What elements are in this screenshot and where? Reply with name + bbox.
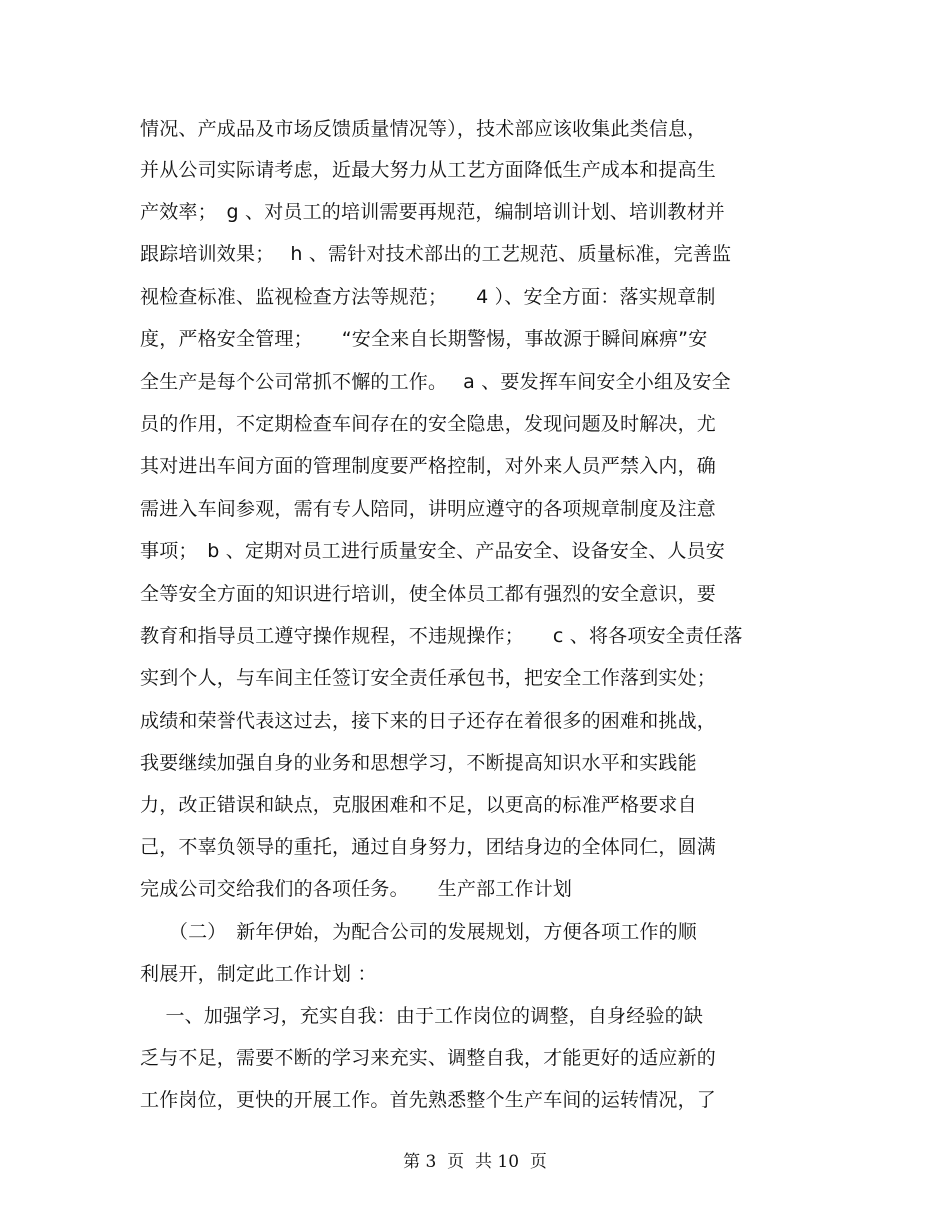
text-line: 跟踪培训效果； h 、需针对技术部出的工艺规范、质量标准，完善监 [140,243,732,265]
text-line: 成绩和荣誉代表这过去，接下来的日子还存在着很多的困难和挑战， [140,710,717,732]
text-line: 乏与不足，需要不断的学习来充实、调整自我，才能更好的适应新的 [140,1047,717,1069]
text-line: 员的作用，不定期检查车间存在的安全隐患，发现问题及时解决，尤 [140,413,717,435]
text-line: 我要继续加强自身的业务和思想学习，不断提高知识水平和实践能 [140,752,697,774]
text-line: 视检查标准、监视检查方法等规范； 4 ）、安全方面：落实规章制 [140,286,716,308]
text-line: 完成公司交给我们的各项任务。 生产部工作计划 [140,878,573,900]
text-line: 度，严格安全管理； “安全来自长期警惕，事故源于瞬间麻痹”安 [140,328,708,350]
text-line: 己，不辜负领导的重托，通过自身努力，团结身边的全体同仁，圆满 [140,836,717,858]
text-line: 工作岗位，更快的开展工作。首先熟悉整个生产车间的运转情况，了 [140,1089,717,1111]
text-line: 全等安全方面的知识进行培训，使全体员工都有强烈的安全意识，要 [140,583,717,605]
text-line: 一、加强学习，充实自我：由于工作岗位的调整，自身经验的缺 [140,1005,704,1027]
text-line: 需进入车间参观，需有专人陪同，讲明应遵守的各项规章制度及注意 [140,498,717,520]
text-line: 实到个人，与车间主任签订安全责任承包书，把安全工作落到实处； [140,667,717,689]
text-line: 情况、产成品及市场反馈质量情况等），技术部应该收集此类信息， [140,118,707,140]
text-line: 并从公司实际请考虑，近最大努力从工艺方面降低生产成本和提高生 [140,159,717,181]
text-line: 产效率； g 、对员工的培训需要再规范，编制培训计划、培训教材并 [140,201,726,223]
text-line: 利展开，制定此工作计划 ： [140,963,377,985]
text-line: 全生产是每个公司常抓不懈的工作。 a 、要发挥车间安全小组及安全 [140,371,731,393]
text-line: 事项； b 、定期对员工进行质量安全、产品安全、设备安全、人员安 [140,540,726,562]
text-line: （二） 新年伊始，为配合公司的发展规划，方便各项工作的顺 [140,921,698,943]
page-number-footer: 第 3 页 共 10 页 [403,1152,547,1172]
text-line: 其对进出车间方面的管理制度要严格控制，对外来人员严禁入内，确 [140,455,717,477]
text-line: 力，改正错误和缺点，克服困难和不足，以更高的标准严格要求自 [140,794,697,816]
text-line: 教育和指导员工遵守操作规程，不违规操作； c 、将各项安全责任落 [140,625,743,647]
